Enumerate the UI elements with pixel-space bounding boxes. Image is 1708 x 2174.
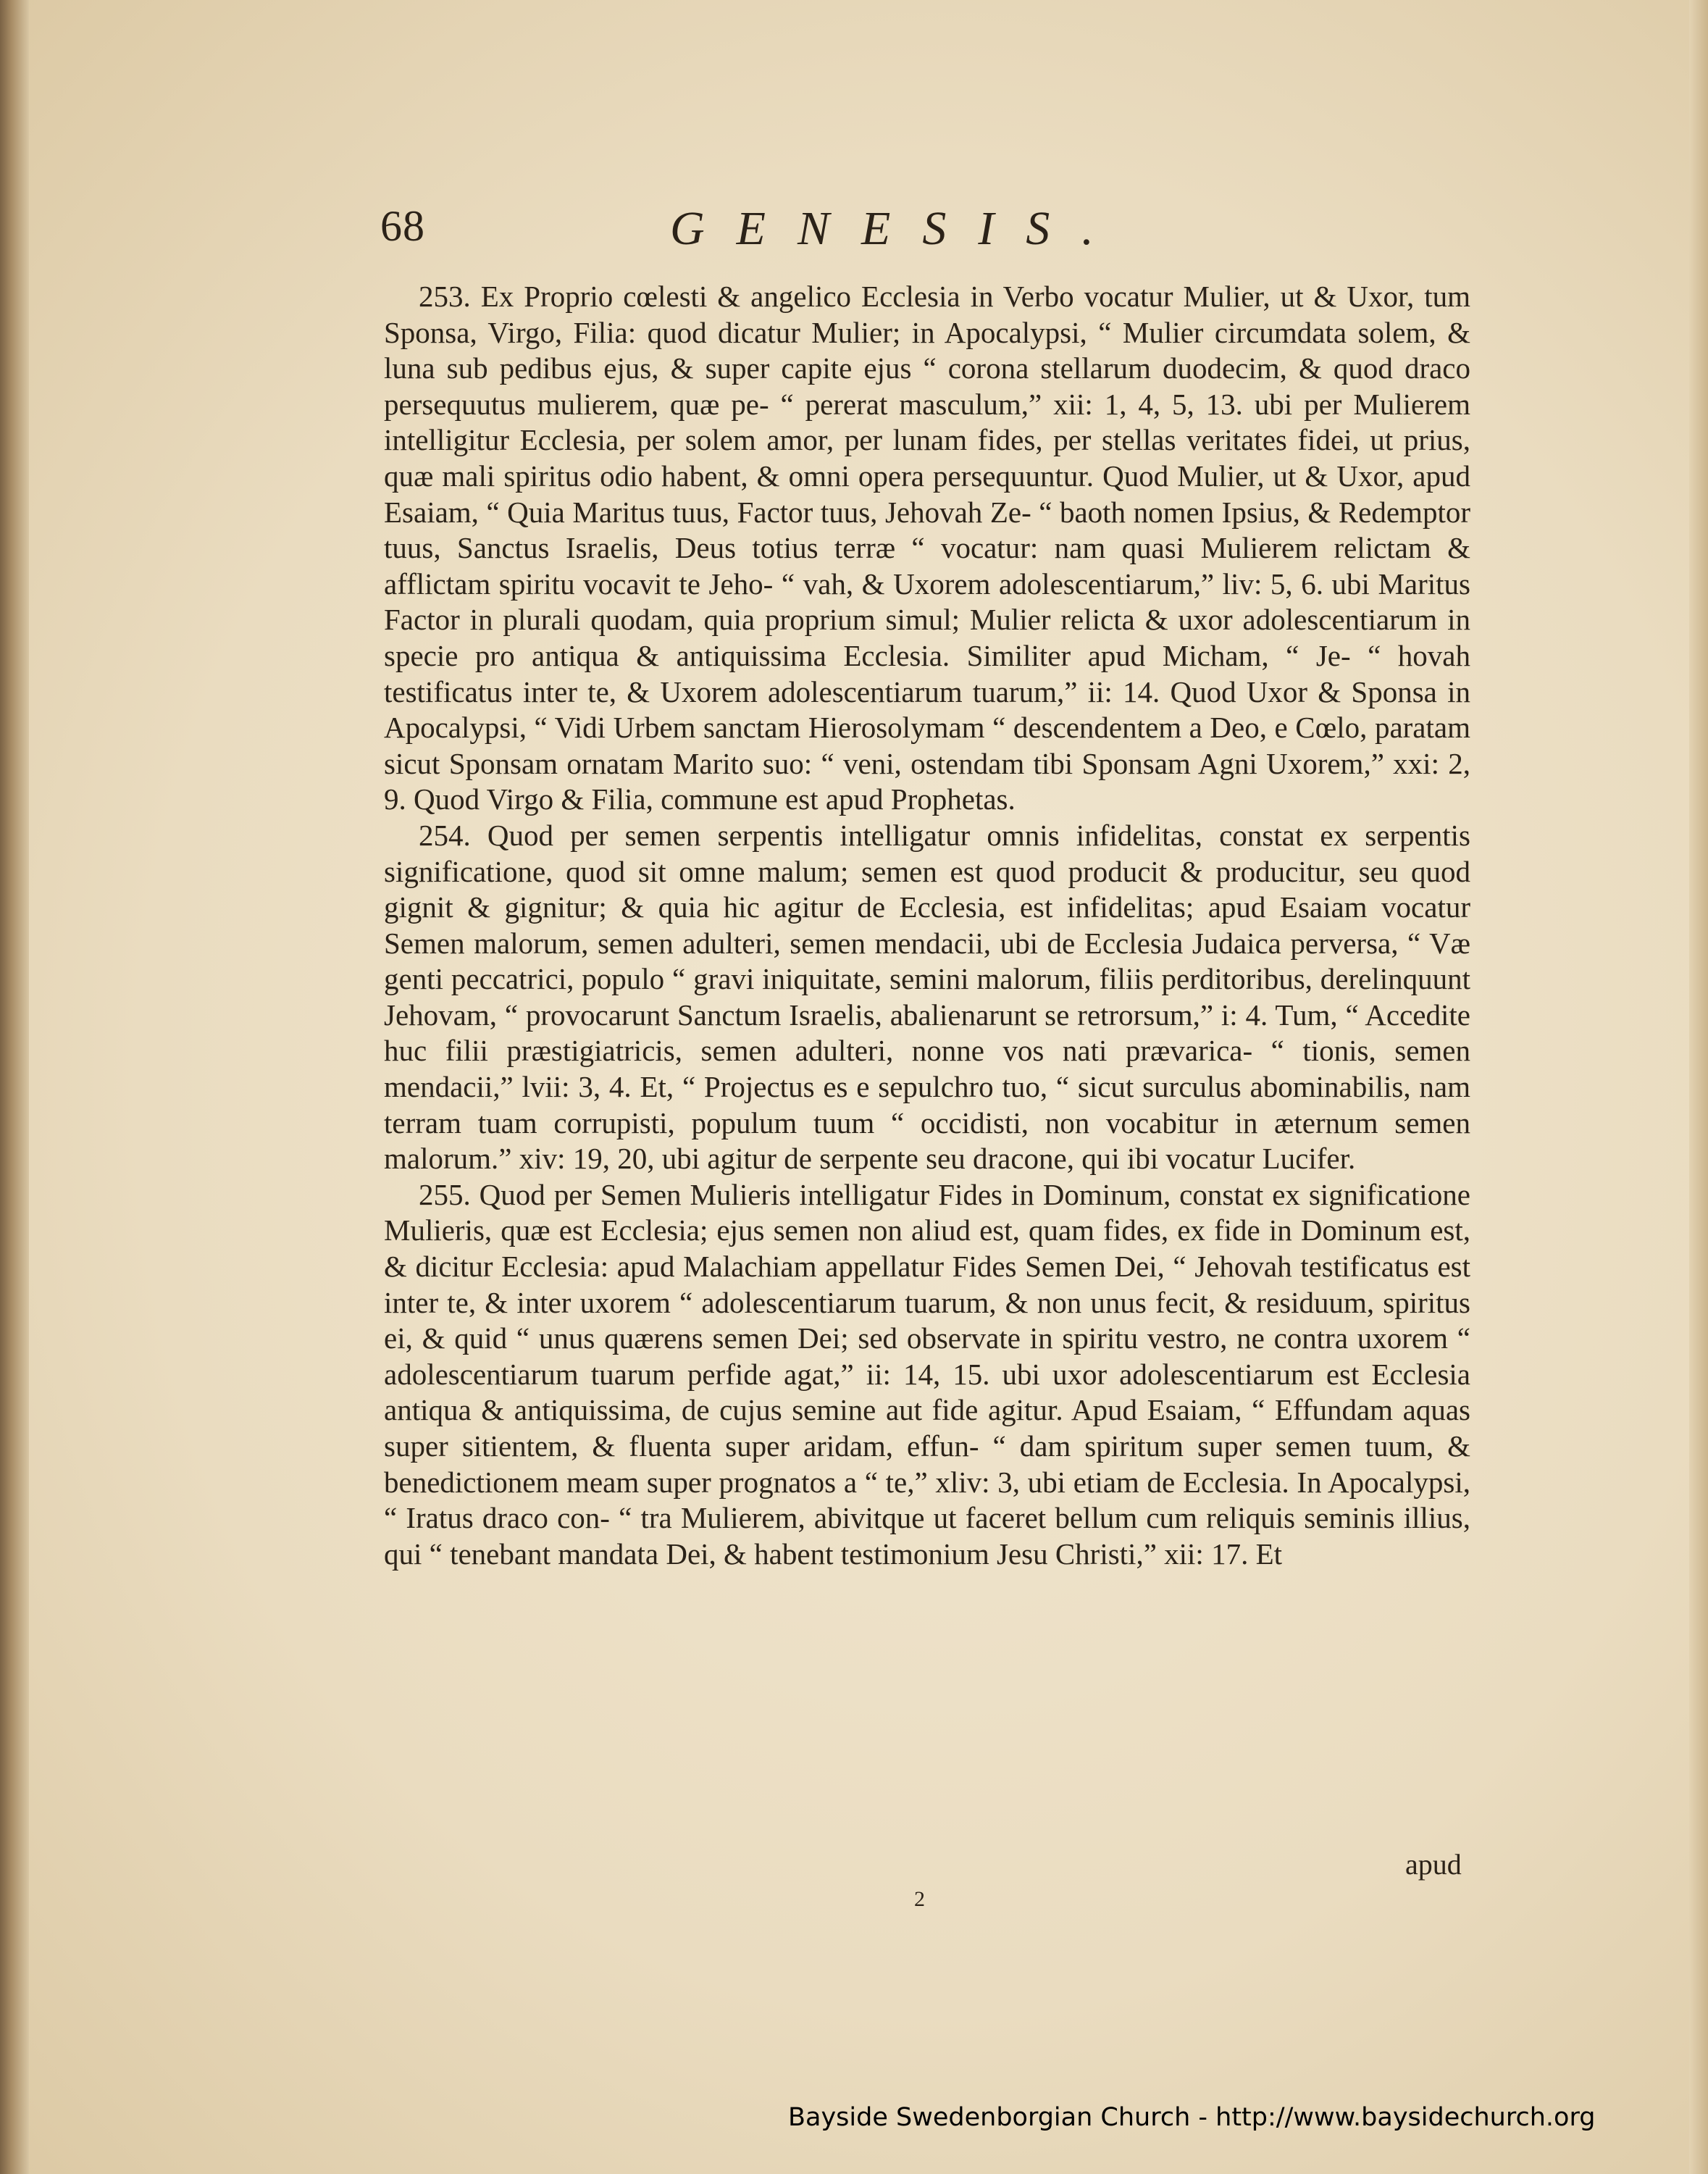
page-edge (1689, 0, 1708, 2174)
book-binding-shadow (0, 0, 29, 2174)
page-number: 68 (380, 202, 425, 250)
paragraph-254: 254. Quod per semen serpentis intelligatur omnis infidelitas, constat ex serpentis significatione, quod sit omne malum; semen est quod producit & producitur, seu quod gignit & gignitur; & quia hic agitur de Ecclesia, est infidelitas; apud Esaiam vocatur Semen malorum, semen adulteri, semen mendacii, ubi de Ecclesia Judaica perversa, “ Væ genti peccatrici, populo “ gravi iniquitate, semini malorum, filiis perditoribus, derelinquunt Jehovam, “ provocarunt Sanctum Israelis, abalienarunt se retrorsum,” i: 4. Tum, “ Accedite huc filii præstigiatricis, semen adulteri, nonne vos nati prævarica- “ tionis, semen mendacii,” lvii: 3, 4. Et, “ Projectus es e sepulchro tuo, “ sicut surculus abominabilis, nam terram tuam corrupisti, populum tuum “ occidisti, non vocabitur in æternum semen malorum.” xiv: 19, 20, ubi agitur de serpente seu dracone, qui ibi vocatur Lucifer. (384, 818, 1470, 1176)
catchword: apud (1405, 1848, 1462, 1881)
body-text (384, 279, 1470, 1572)
paragraph-253: 253. Ex Proprio cœlesti & angelico Ecclesia in Verbo vocatur Mulier, ut & Uxor, tum Sponsa, Virgo, Filia: quod dicatur Mulier; in Apocalypsi, “ Mulier circumdata solem, & luna sub pedibus ejus, & super capite ejus “ corona stellarum duodecim, & quod draco persequutus mulierem, quæ pe- “ pererat masculum,” xii: 1, 4, 5, 13. ubi per Mulierem intelligitur Ecclesia, per solem amor, per lunam fides, per stellas veritates fidei, ut prius, quæ mali spiritus odio habent, & omni opera persequuntur. Quod Mulier, ut & Uxor, apud Esaiam, “ Quia Maritus tuus, Factor tuus, Jehovah Ze- “ baoth nomen Ipsius, & Redemptor tuus, Sanctus Israelis, Deus totius terræ “ vocatur: nam quasi Mulierem relictam & afflictam spiritu vocavit te Jeho- “ vah, & Uxorem adolescentiarum,” liv: 5, 6. ubi Maritus Factor in plurali quodam, quia proprium simul; Mulier relicta & uxor adolescentiarum in specie pro antiqua & antiquissima Ecclesia. Similiter apud Micham, “ Je- “ hovah testificatus inter te, & Uxorem adolescentiarum tuarum,” ii: 14. Quod Uxor & Sponsa in Apocalypsi, “ Vidi Urbem sanctam Hierosolymam “ descendentem a Deo, e Cœlo, paratam sicut Sponsam ornatam Marito suo: “ veni, ostendam tibi Sponsam Agni Uxorem,” xxi: 2, 9. Quod Virgo & Filia, commune est apud Prophetas. (384, 280, 1470, 816)
running-header (380, 201, 1199, 267)
signature-mark: 2 (914, 1887, 925, 1911)
running-title: GENESIS. (670, 202, 1126, 255)
paragraph-255: 255. Quod per Semen Mulieris intelligatur Fides in Dominum, constat ex significatione Mulieris, quæ est Ecclesia; ejus semen non aliud est, quam fides, ex fide in Dominum est, & dicitur Ecclesia: apud Malachiam appellatur Fides Semen Dei, “ Jehovah testificatus est inter te, & inter uxorem “ adolescentiarum tuarum, & non unus fecit, & residuum, spiritus ei, & quid “ unus quærens semen Dei; sed observate in spiritu vestro, ne contra uxorem “ adolescentiarum tuarum perfide agat,” ii: 14, 15. ubi uxor adolescentiarum est Ecclesia antiqua & antiquissima, de cujus semine aut fide agitur. Apud Esaiam, “ Effundam aquas super sitientem, & fluenta super aridam, effun- “ dam spiritum super semen tuum, & benedictionem meam super prognatos a “ te,” xliv: 3, ubi etiam de Ecclesia. In Apocalypsi, “ Iratus draco con- “ tra Mulierem, abivitque ut faceret bellum cum reliquis seminis illius, qui “ tenebant mandata Dei, & habent testimonium Jesu Christi,” xii: 17. Et (384, 1177, 1470, 1571)
watermark-text: Bayside Swedenborgian Church - http://www.baysidechurch.org (788, 2103, 1596, 2132)
